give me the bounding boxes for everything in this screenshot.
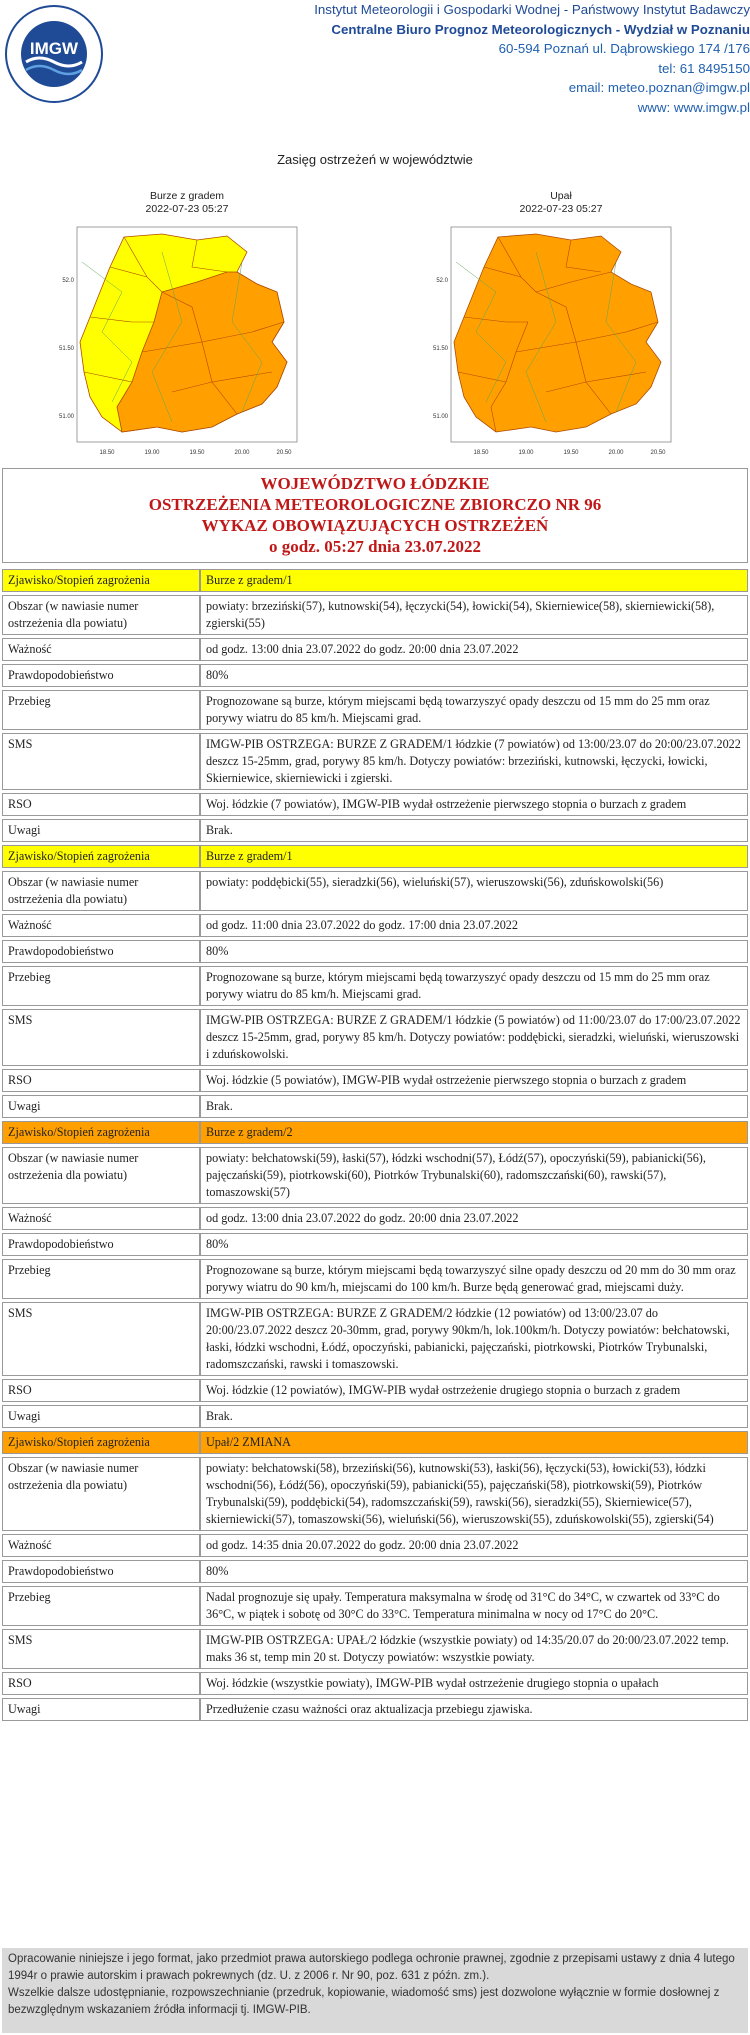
label-phenomenon: Zjawisko/Stopień zagrożenia <box>2 845 200 868</box>
lon-tick: 18.50 <box>99 450 115 456</box>
lat-tick: 51.50 <box>432 346 448 352</box>
lon-tick: 20.00 <box>234 450 250 456</box>
warning-rso: Woj. łódzkie (12 powiatów), IMGW-PIB wydał ostrzeżenie drugiego stopnia o burzach z gradem <box>200 1379 748 1402</box>
label-course: Przebieg <box>2 1259 200 1299</box>
website-link[interactable]: www: www.imgw.pl <box>637 99 750 115</box>
warning-1-probability-row <box>2 664 748 687</box>
warning-3-probability-row <box>2 1233 748 1256</box>
warning-3-validity-row <box>2 1207 748 1230</box>
label-rso: RSO <box>2 793 200 816</box>
warning-rso: Woj. łódzkie (wszystkie powiaty), IMGW-PIB wydał ostrzeżenie drugiego stopnia o upałach <box>200 1672 748 1695</box>
map-right-label: Upał <box>550 190 572 202</box>
warning-notes: Brak. <box>200 819 748 842</box>
warning-1-validity-row <box>2 638 748 661</box>
warning-1-area-row <box>2 595 748 635</box>
address: 60-594 Poznań ul. Dąbrowskiego 174 /176 <box>498 41 750 56</box>
label-rso: RSO <box>2 1379 200 1402</box>
map-thunderstorms-image <box>58 222 312 462</box>
warning-area: powiaty: bełchatowski(59), łaski(57), łódzki wschodni(57), Łódź(57), opoczyński(59), pabianicki(56), pajęczański(59), piotrkowski(60), Piotrków Trybunalski(60), radomszczański(60), rawski(57), tomaszowski(57) <box>200 1147 748 1204</box>
warning-area: powiaty: poddębicki(55), sieradzki(56), wieluński(57), wieruszowski(56), zduńskowolski(56) <box>200 871 748 911</box>
warning-validity: od godz. 13:00 dnia 23.07.2022 do godz. 20:00 dnia 23.07.2022 <box>200 638 748 661</box>
copyright-notice: Opracowanie niniejsze i jego format, jako przedmiot prawa autorskiego podlega ochronie prawnej, zgodnie z przepisami ustawy z dnia 4 lutego 1994r o prawie autorskim i prawach pokrewnych (dz. U. z 2006 r. Nr 90, poz. 631 z późn. zm.). <box>8 1953 735 1982</box>
lon-tick: 20.50 <box>276 450 292 456</box>
warning-3-notes-row <box>2 1405 748 1428</box>
label-rso: RSO <box>2 1672 200 1695</box>
label-validity: Ważność <box>2 1534 200 1557</box>
warning-sms: IMGW-PIB OSTRZEGA: BURZE Z GRADEM/1 łódzkie (5 powiatów) od 11:00/23.07 do 17:00/23.07.2022 deszcz 15-25mm, grad, porywy 85 km/h. Dotyczy powiatów: poddębicki, sieradzki, wieluński, wieruszowski i zduńskowolski. <box>200 1009 748 1066</box>
logo-text: IMGW <box>29 39 79 58</box>
warning-phenomenon: Burze z gradem/1 <box>200 569 748 592</box>
map-left-label: Burze z gradem <box>149 190 225 202</box>
warning-sms: IMGW-PIB OSTRZEGA: BURZE Z GRADEM/1 łódzkie (7 powiatów) od 13:00/23.07 do 20:00/23.07.2022 deszcz 15-25mm, grad, porywy 85 km/h. Dotyczy powiatów: brzeziński, kutnowski, łęczycki, łowicki, Skierniewice, skierniewicki i zgierski. <box>200 733 748 790</box>
label-probability: Prawdopodobieństwo <box>2 1560 200 1583</box>
maps-title: Zasięg ostrzeżeń w województwie <box>277 152 473 167</box>
label-validity: Ważność <box>2 1207 200 1230</box>
warning-4-course-row <box>2 1586 748 1626</box>
label-sms: SMS <box>2 1629 200 1669</box>
warnings-list-title: WYKAZ OBOWIĄZUJĄCYCH OSTRZEŻEŃ <box>201 516 549 535</box>
warning-area: powiaty: brzeziński(57), kutnowski(54), łęczycki(54), łowicki(54), Skierniewice(58), skierniewicki(58), zgierski(55) <box>200 595 748 635</box>
warning-4-notes-row <box>2 1698 748 1721</box>
warning-2-area-row <box>2 871 748 911</box>
warning-sms: IMGW-PIB OSTRZEGA: UPAŁ/2 łódzkie (wszystkie powiaty) od 14:35/20.07 do 20:00/23.07.2022 temp. maks 36 st, temp min 20 st. Dotyczy powiatów: wszystkie powiaty. <box>200 1629 748 1669</box>
warning-notes: Przedłużenie czasu ważności oraz aktualizacja przebiegu zjawiska. <box>200 1698 748 1721</box>
label-notes: Uwagi <box>2 1095 200 1118</box>
warning-1-sms-row <box>2 733 748 790</box>
map-heat <box>432 190 686 462</box>
warning-probability: 80% <box>200 1560 748 1583</box>
label-probability: Prawdopodobieństwo <box>2 664 200 687</box>
label-course: Przebieg <box>2 690 200 730</box>
warning-3-area-row <box>2 1147 748 1204</box>
lon-tick: 20.50 <box>650 450 666 456</box>
warning-4-rso-row <box>2 1672 748 1695</box>
label-sms: SMS <box>2 1302 200 1376</box>
imgw-logo <box>4 4 104 104</box>
lat-tick: 51.00 <box>432 414 448 420</box>
warning-probability: 80% <box>200 940 748 963</box>
warning-4-probability-row <box>2 1560 748 1583</box>
warning-2-notes-row <box>2 1095 748 1118</box>
warning-1-phenomenon-row <box>2 569 748 592</box>
warning-4-sms-row <box>2 1629 748 1669</box>
warning-course: Prognozowane są burze, którym miejscami będą towarzyszyć opady deszczu od 15 mm do 25 mm oraz porywy wiatru do 85 km/h. Miejscami grad. <box>200 966 748 1006</box>
department-name: Centralne Biuro Prognoz Meteorologicznych - Wydział w Poznaniu <box>331 21 750 37</box>
warning-1-course-row <box>2 690 748 730</box>
warning-2-sms-row <box>2 1009 748 1066</box>
warning-course: Nadal prognozuje się upały. Temperatura maksymalna w środę od 31°C do 34°C, w czwartek od 33°C do 36°C, w piątek i sobotę od 30°C do 33°C. Temperatura minimalna w nocy od 17°C do 20°C. <box>200 1586 748 1626</box>
label-validity: Ważność <box>2 914 200 937</box>
lat-tick: 52.0 <box>62 278 74 284</box>
label-sms: SMS <box>2 733 200 790</box>
label-course: Przebieg <box>2 966 200 1006</box>
telephone: tel: 61 8495150 <box>658 60 750 76</box>
warning-3-course-row <box>2 1259 748 1299</box>
warning-phenomenon: Upał/2 ZMIANA <box>200 1431 748 1454</box>
label-area: Obszar (w nawiasie numer ostrzeżenia dla powiatu) <box>2 871 200 911</box>
lon-tick: 18.50 <box>473 450 489 456</box>
label-phenomenon: Zjawisko/Stopień zagrożenia <box>2 1121 200 1144</box>
warning-3-sms-row <box>2 1302 748 1376</box>
label-area: Obszar (w nawiasie numer ostrzeżenia dla powiatu) <box>2 595 200 635</box>
warning-notes: Brak. <box>200 1095 748 1118</box>
email-link[interactable]: email: meteo.poznan@imgw.pl <box>568 80 750 95</box>
bulletin-number: OSTRZEŻENIA METEOROLOGICZNE ZBIORCZO NR 96 <box>148 495 602 514</box>
lat-tick: 51.00 <box>58 414 74 420</box>
warning-2-rso-row <box>2 1069 748 1092</box>
warning-1-rso-row <box>2 793 748 816</box>
warning-probability: 80% <box>200 1233 748 1256</box>
label-area: Obszar (w nawiasie numer ostrzeżenia dla powiatu) <box>2 1147 200 1204</box>
page-header <box>0 0 750 130</box>
warning-validity: od godz. 11:00 dnia 23.07.2022 do godz. 17:00 dnia 23.07.2022 <box>200 914 748 937</box>
bulletin-title <box>2 468 748 563</box>
label-notes: Uwagi <box>2 819 200 842</box>
lat-tick: 52.0 <box>436 278 448 284</box>
lon-tick: 19.50 <box>189 450 205 456</box>
warning-area: powiaty: bełchatowski(58), brzeziński(56), kutnowski(53), łaski(56), łęczycki(53), łowicki(53), łódzki wschodni(56), Łódź(56), opoczyński(59), pabianicki(55), pajęczański(58), piotrkowski(59), Piotrków Trybunalski(59), poddębicki(54), radomszczański(59), rawski(56), sieradzki(55), Skierniewice(57), skierniewicki(57), tomaszowski(56), wieluński(56), wieruszowski(55), zduńskowolski(55), zgierski(54) <box>200 1457 748 1531</box>
map-left-date: 2022-07-23 05:27 <box>145 203 229 215</box>
label-course: Przebieg <box>2 1586 200 1626</box>
warning-2-course-row <box>2 966 748 1006</box>
warning-validity: od godz. 14:35 dnia 20.07.2022 do godz. 20:00 dnia 23.07.2022 <box>200 1534 748 1557</box>
label-area: Obszar (w nawiasie numer ostrzeżenia dla powiatu) <box>2 1457 200 1531</box>
label-notes: Uwagi <box>2 1698 200 1721</box>
warning-3-phenomenon-row <box>2 1121 748 1144</box>
warning-1-notes-row <box>2 819 748 842</box>
label-notes: Uwagi <box>2 1405 200 1428</box>
warning-sms: IMGW-PIB OSTRZEGA: BURZE Z GRADEM/2 łódzkie (12 powiatów) od 13:00/23.07 do 20:00/23.07.2022 deszcz 20-30mm, grad, porywy 90km/h, lok.100km/h. Dotyczy powiatów: bełchatowski, łaski, łódzki wschodni, Łódź, opoczyński, pabianicki, pajęczański, piotrkowski, Piotrków Trybunalski, radomszczański, rawski i tomaszowski. <box>200 1302 748 1376</box>
bulletin-time: o godz. 05:27 dnia 23.07.2022 <box>268 537 482 556</box>
map-thunderstorms <box>58 190 312 462</box>
warning-2-validity-row <box>2 914 748 937</box>
label-phenomenon: Zjawisko/Stopień zagrożenia <box>2 1431 200 1454</box>
warning-2-probability-row <box>2 940 748 963</box>
warning-rso: Woj. łódzkie (7 powiatów), IMGW-PIB wydał ostrzeżenie pierwszego stopnia o burzach z gradem <box>200 793 748 816</box>
warning-4-phenomenon-row <box>2 1431 748 1454</box>
label-validity: Ważność <box>2 638 200 661</box>
warning-2-phenomenon-row <box>2 845 748 868</box>
warning-phenomenon: Burze z gradem/2 <box>200 1121 748 1144</box>
warning-4-area-row <box>2 1457 748 1531</box>
warning-3-rso-row <box>2 1379 748 1402</box>
lat-tick: 51.50 <box>58 346 74 352</box>
warning-course: Prognozowane są burze, którym miejscami będą towarzyszyć silne opady deszczu od 20 mm do 30 mm oraz porywy wiatru do 90 km/h, miejscami do 100 km/h. Burze będą generować grad, miejscami duży. <box>200 1259 748 1299</box>
warning-4-validity-row <box>2 1534 748 1557</box>
label-phenomenon: Zjawisko/Stopień zagrożenia <box>2 569 200 592</box>
lon-tick: 20.00 <box>608 450 624 456</box>
warning-validity: od godz. 13:00 dnia 23.07.2022 do godz. 20:00 dnia 23.07.2022 <box>200 1207 748 1230</box>
warning-phenomenon: Burze z gradem/1 <box>200 845 748 868</box>
lon-tick: 19.50 <box>563 450 579 456</box>
voivodeship-title: WOJEWÓDZTWO ŁÓDZKIE <box>260 474 490 493</box>
label-sms: SMS <box>2 1009 200 1066</box>
label-rso: RSO <box>2 1069 200 1092</box>
redistribution-notice: Wszelkie dalsze udostępnianie, rozpowszechnianie (przedruk, kopiowanie, wiadomość sms) jest dozwolone wyłącznie w formie dosłownej z bezwzględnym wskazaniem źródła informacji tj. IMGW-PIB. <box>8 1987 720 2016</box>
map-right-date: 2022-07-23 05:27 <box>519 203 603 215</box>
warning-notes: Brak. <box>200 1405 748 1428</box>
lon-tick: 19.00 <box>144 450 160 456</box>
label-probability: Prawdopodobieństwo <box>2 940 200 963</box>
institute-info <box>314 0 750 117</box>
copyright-footer <box>2 1948 748 2033</box>
institute-name: Instytut Meteorologii i Gospodarki Wodnej - Państwowy Instytut Badawczy <box>314 2 750 17</box>
lon-tick: 19.00 <box>518 450 534 456</box>
map-heat-image <box>432 222 686 462</box>
warning-course: Prognozowane są burze, którym miejscami będą towarzyszyć opady deszczu od 15 mm do 25 mm oraz porywy wiatru do 85 km/h. Miejscami grad. <box>200 690 748 730</box>
warnings-table <box>2 566 748 1724</box>
label-probability: Prawdopodobieństwo <box>2 1233 200 1256</box>
warning-rso: Woj. łódzkie (5 powiatów), IMGW-PIB wydał ostrzeżenie pierwszego stopnia o burzach z gradem <box>200 1069 748 1092</box>
warning-probability: 80% <box>200 664 748 687</box>
